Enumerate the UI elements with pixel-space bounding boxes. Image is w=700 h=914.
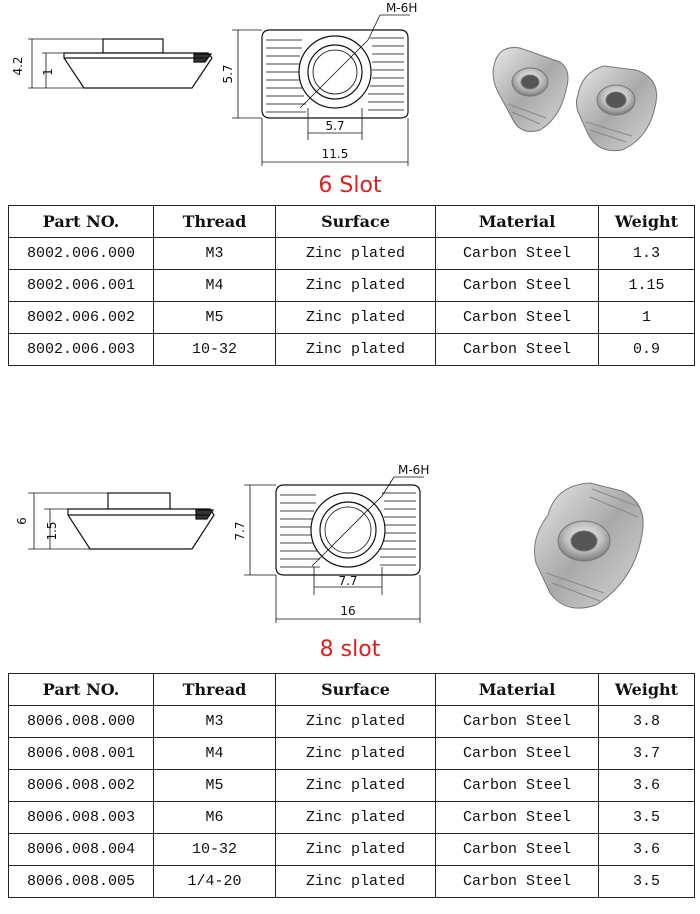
col-material: Material <box>436 674 599 706</box>
material-cell: Carbon Steel <box>436 738 599 770</box>
thread-cell: M3 <box>154 238 276 270</box>
part-no-cell: 8002.006.003 <box>9 334 154 366</box>
table-row <box>9 802 695 834</box>
weight-cell: 1.15 <box>599 270 695 302</box>
part-no-cell: 8002.006.000 <box>9 238 154 270</box>
thread-cell: M4 <box>154 738 276 770</box>
slot6-height-dim: 4.2 <box>11 56 25 76</box>
slot6-hole-dim: 5.7 <box>325 119 345 133</box>
material-cell: Carbon Steel <box>436 770 599 802</box>
thread-cell: M5 <box>154 770 276 802</box>
part-no-cell: 8006.008.004 <box>9 834 154 866</box>
surface-cell: Zinc plated <box>276 802 436 834</box>
part-no-cell: 8006.008.003 <box>9 802 154 834</box>
slot6-title: 6 Slot <box>318 173 382 198</box>
thread-cell: M6 <box>154 802 276 834</box>
part-no-cell: 8006.008.000 <box>9 706 154 738</box>
slot8-product-photo <box>535 483 644 608</box>
slot6-product-photo <box>493 48 656 151</box>
table-row <box>9 866 695 898</box>
slot6-drawings <box>0 0 700 175</box>
thread-cell: M3 <box>154 706 276 738</box>
slot8-length-dim: 16 <box>340 604 356 618</box>
weight-cell: 3.8 <box>599 706 695 738</box>
table-row <box>9 302 695 334</box>
col-part-no: Part NO. <box>9 206 154 238</box>
slot8-title: 8 slot <box>319 637 381 662</box>
col-weight: Weight <box>599 206 695 238</box>
col-surface: Surface <box>276 206 436 238</box>
slot8-drawings <box>0 455 700 635</box>
slot8-height-dim: 6 <box>15 517 29 525</box>
slot8-top-view <box>244 477 424 623</box>
surface-cell: Zinc plated <box>276 238 436 270</box>
slot6-length-dim: 11.5 <box>321 147 349 161</box>
material-cell: Carbon Steel <box>436 238 599 270</box>
weight-cell: 1.3 <box>599 238 695 270</box>
slot8-spec-table <box>8 673 695 898</box>
slot6-width-dim: 5.7 <box>221 64 235 84</box>
table-row <box>9 738 695 770</box>
material-cell: Carbon Steel <box>436 706 599 738</box>
slot8-hole-dim: 7.7 <box>338 574 358 588</box>
thread-cell: 10-32 <box>154 834 276 866</box>
material-cell: Carbon Steel <box>436 302 599 334</box>
thread-cell: 10-32 <box>154 334 276 366</box>
slot6-base-dim: 1 <box>41 68 55 76</box>
slot8-base-dim: 1.5 <box>45 521 59 541</box>
surface-cell: Zinc plated <box>276 738 436 770</box>
slot6-spec-table <box>8 205 695 366</box>
weight-cell: 0.9 <box>599 334 695 366</box>
table-header-row <box>9 206 695 238</box>
thread-cell: 1/4-20 <box>154 866 276 898</box>
col-weight: Weight <box>599 674 695 706</box>
part-no-cell: 8006.008.005 <box>9 866 154 898</box>
material-cell: Carbon Steel <box>436 802 599 834</box>
slot8-width-dim: 7.7 <box>233 521 247 541</box>
surface-cell: Zinc plated <box>276 866 436 898</box>
table-row <box>9 770 695 802</box>
part-no-cell: 8006.008.001 <box>9 738 154 770</box>
table-row <box>9 334 695 366</box>
col-thread: Thread <box>154 674 276 706</box>
table-row <box>9 270 695 302</box>
surface-cell: Zinc plated <box>276 302 436 334</box>
table-row <box>9 706 695 738</box>
col-part-no: Part NO. <box>9 674 154 706</box>
part-no-cell: 8002.006.002 <box>9 302 154 334</box>
material-cell: Carbon Steel <box>436 834 599 866</box>
weight-cell: 3.5 <box>599 866 695 898</box>
surface-cell: Zinc plated <box>276 334 436 366</box>
material-cell: Carbon Steel <box>436 270 599 302</box>
col-thread: Thread <box>154 206 276 238</box>
table-header-row <box>9 674 695 706</box>
thread-cell: M4 <box>154 270 276 302</box>
weight-cell: 3.7 <box>599 738 695 770</box>
material-cell: Carbon Steel <box>436 334 599 366</box>
material-cell: Carbon Steel <box>436 866 599 898</box>
thread-cell: M5 <box>154 302 276 334</box>
weight-cell: 3.5 <box>599 802 695 834</box>
slot6-side-view <box>28 39 212 88</box>
col-surface: Surface <box>276 674 436 706</box>
slot6-thread-label: M-6H <box>386 1 418 15</box>
surface-cell: Zinc plated <box>276 706 436 738</box>
surface-cell: Zinc plated <box>276 770 436 802</box>
weight-cell: 1 <box>599 302 695 334</box>
surface-cell: Zinc plated <box>276 270 436 302</box>
weight-cell: 3.6 <box>599 834 695 866</box>
surface-cell: Zinc plated <box>276 834 436 866</box>
weight-cell: 3.6 <box>599 770 695 802</box>
col-material: Material <box>436 206 599 238</box>
part-no-cell: 8002.006.001 <box>9 270 154 302</box>
table-row <box>9 238 695 270</box>
part-no-cell: 8006.008.002 <box>9 770 154 802</box>
slot8-thread-label: M-6H <box>398 463 430 477</box>
slot6-top-view <box>232 15 410 166</box>
table-row <box>9 834 695 866</box>
